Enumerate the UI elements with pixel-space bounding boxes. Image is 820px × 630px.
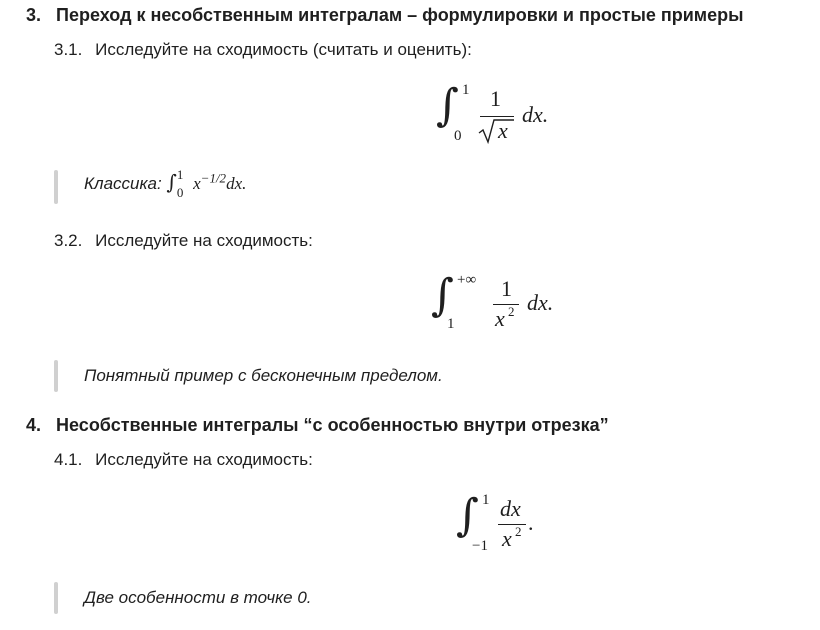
- quote-bar: [54, 582, 58, 614]
- den-base: x: [495, 306, 505, 331]
- note-3-2: Понятный пример с бесконечным пределом.: [84, 366, 443, 385]
- upper-limit: 1: [482, 492, 490, 508]
- item-text: Исследуйте на сходимость (считать и оценить):: [95, 40, 472, 59]
- upper-limit: +∞: [457, 272, 477, 288]
- item-3-1: [54, 40, 472, 60]
- formula-4-1: [450, 490, 560, 560]
- item-text: Исследуйте на сходимость:: [95, 450, 313, 469]
- note-4-1: Две особенности в точке 0.: [84, 588, 312, 607]
- lower-limit: −1: [472, 538, 488, 554]
- quote-bar: [54, 170, 58, 204]
- item-3-2: [54, 231, 313, 251]
- section-title: Переход к несобственным интегралам – формулировки и простые примеры: [56, 5, 744, 25]
- base: x: [193, 174, 201, 193]
- lower-limit: 1: [447, 316, 455, 332]
- section-4-heading: [26, 415, 609, 436]
- sqrt-argument: x: [498, 118, 508, 143]
- formula-3-2: [425, 270, 575, 340]
- integral-sign: ∫: [456, 490, 479, 541]
- section-3-heading: [26, 5, 743, 26]
- section-number: 3.: [26, 5, 42, 25]
- item-text: Исследуйте на сходимость:: [95, 231, 313, 250]
- numerator: 1: [490, 86, 501, 111]
- integral-sign: ∫: [166, 170, 177, 194]
- formula-3-1: [430, 80, 570, 150]
- integral-sign: ∫: [436, 80, 459, 131]
- note-3-1: [84, 167, 247, 200]
- den-exponent: 2: [515, 524, 522, 539]
- note-prefix: Классика:: [84, 174, 167, 193]
- item-4-1: [54, 450, 313, 470]
- differential: dx.: [226, 174, 247, 193]
- upper-limit: 1: [176, 167, 184, 182]
- item-number: 4.1.: [54, 450, 83, 469]
- numerator: 1: [501, 276, 512, 301]
- den-exponent: 2: [508, 304, 515, 319]
- exponent: −1/2: [200, 170, 227, 186]
- item-number: 3.1.: [54, 40, 83, 59]
- numerator: dx: [500, 496, 521, 521]
- den-base: x: [502, 526, 512, 551]
- quote-bar: [54, 360, 58, 392]
- sqrt-sign: [478, 118, 514, 144]
- lower-limit: 0: [176, 185, 184, 200]
- section-number: 4.: [26, 415, 42, 435]
- differential: dx.: [527, 290, 554, 315]
- differential: dx.: [522, 102, 549, 127]
- lower-limit: 0: [454, 128, 462, 144]
- integral-sign: ∫: [431, 270, 454, 321]
- section-title: Несобственные интегралы “с особенностью внутри отрезка”: [56, 415, 609, 435]
- item-number: 3.2.: [54, 231, 83, 250]
- period: .: [528, 510, 534, 535]
- inline-formula: [166, 167, 247, 200]
- upper-limit: 1: [462, 82, 470, 98]
